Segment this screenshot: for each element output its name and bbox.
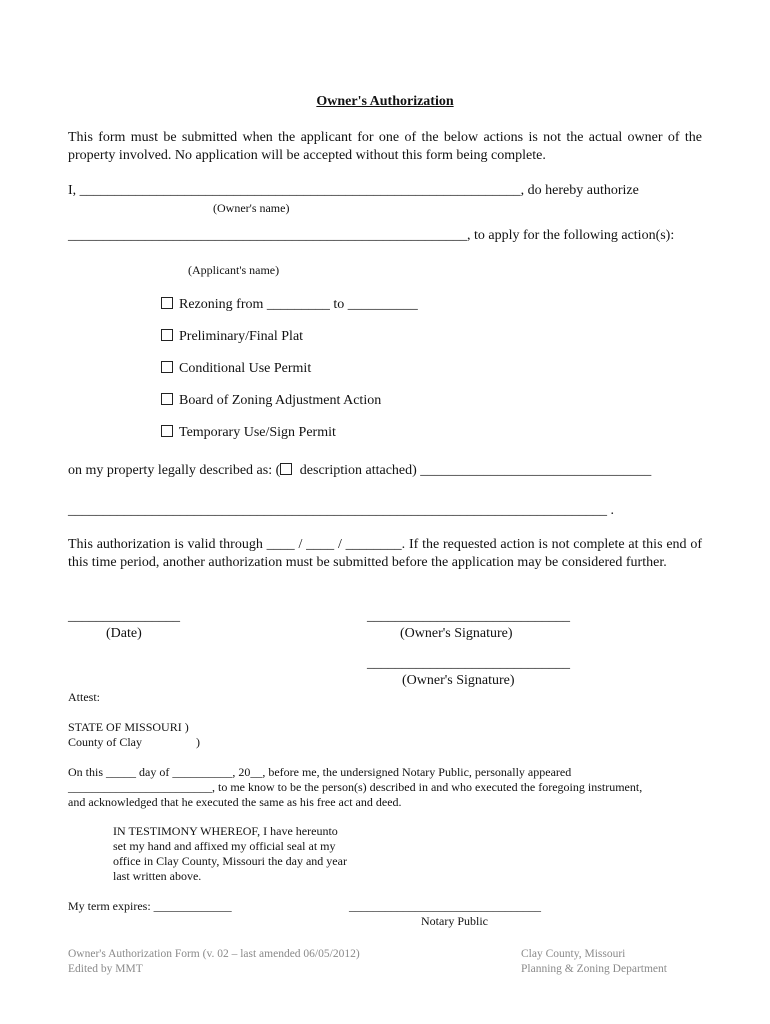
owner-name-blank[interactable]: _______________________________________________________________ xyxy=(79,183,521,198)
term-expires[interactable]: My term expires: _____________ xyxy=(68,899,232,913)
footer-edited-by: Edited by MMT xyxy=(68,963,143,975)
property-description-line: on my property legally described as: ( description attached) _________________________________ xyxy=(68,463,652,478)
owner-signature-label-1: (Owner's Signature) xyxy=(400,626,513,641)
action-preliminary-final-plat[interactable]: Preliminary/Final Plat xyxy=(161,329,303,345)
notary-statement-line-1: On this _____ day of __________, 20__, before me, the undersigned Notary Public, personally appeared xyxy=(68,765,572,779)
county-paren: ) xyxy=(196,735,200,749)
owner-signature-blank-1[interactable]: _____________________________ xyxy=(367,609,570,624)
date-label: (Date) xyxy=(106,626,142,641)
owner-name-caption: (Owner's name) xyxy=(213,201,290,215)
notary-statement-line-3: and acknowledged that he executed the same as his free act and deed. xyxy=(68,795,402,809)
testimony-line-2: set my hand and affixed my official seal at my xyxy=(113,839,336,853)
notary-signature-blank[interactable]: ________________________________ xyxy=(349,899,541,913)
action-board-of-zoning-adjustment[interactable]: Board of Zoning Adjustment Action xyxy=(161,393,381,409)
checkbox-icon[interactable] xyxy=(161,393,173,405)
checkbox-icon[interactable] xyxy=(161,361,173,373)
state-label: STATE OF MISSOURI ) xyxy=(68,720,189,734)
intro-paragraph: This form must be submitted when the applicant for one of the below actions is not the actual owner of the property involved. No application will be accepted without this form being complete. xyxy=(68,130,702,163)
applicant-name-caption: (Applicant's name) xyxy=(188,263,280,277)
applicant-line-suffix: , to apply for the following action(s): xyxy=(467,228,675,243)
testimony-line-1: IN TESTIMONY WHEREOF, I have hereunto xyxy=(113,824,338,838)
county-label: County of Clay xyxy=(68,735,142,749)
action-rezoning[interactable]: Rezoning from _________ to __________ xyxy=(161,297,418,313)
notary-statement-line-2: ________________________, to me know to be the person(s) described in and who executed the foregoing instrument, xyxy=(68,780,643,794)
validity-paragraph: This authorization is valid through ____ / ____ / ________. If the requested action is not complete at this end of this time period, another authorization must be submitted before the application may be considered further. xyxy=(68,537,702,570)
attest-label: Attest: xyxy=(68,690,100,704)
testimony-line-4: last written above. xyxy=(113,869,202,883)
checkbox-icon[interactable] xyxy=(161,425,173,437)
testimony-line-3: office in Clay County, Missouri the day and year xyxy=(113,854,347,868)
owner-line xyxy=(68,183,702,199)
date-blank[interactable]: ________________ xyxy=(68,609,180,624)
applicant-line xyxy=(68,228,674,244)
footer-form-version: Owner's Authorization Form (v. 02 – last amended 06/05/2012) xyxy=(68,948,360,960)
checkbox-icon[interactable] xyxy=(161,297,173,309)
owner-signature-blank-2[interactable]: _____________________________ xyxy=(367,656,570,671)
notary-public-label: Notary Public xyxy=(421,914,488,928)
footer-department: Planning & Zoning Department xyxy=(521,963,667,975)
property-description-blank[interactable]: _____________________________________________________________________________ . xyxy=(68,503,614,518)
owner-line-prefix: I, xyxy=(68,183,80,198)
owner-signature-label-2: (Owner's Signature) xyxy=(402,673,515,688)
page-title: Owner's Authorization xyxy=(316,94,454,109)
action-conditional-use-permit[interactable]: Conditional Use Permit xyxy=(161,361,311,377)
checkbox-icon[interactable] xyxy=(161,329,173,341)
action-temporary-use-sign-permit[interactable]: Temporary Use/Sign Permit xyxy=(161,425,336,441)
description-attached-checkbox-icon[interactable] xyxy=(280,463,292,475)
footer-county: Clay County, Missouri xyxy=(521,948,626,960)
applicant-name-blank[interactable]: _________________________________________________________ xyxy=(68,228,467,243)
owner-line-suffix: , do hereby authorize xyxy=(520,183,639,198)
